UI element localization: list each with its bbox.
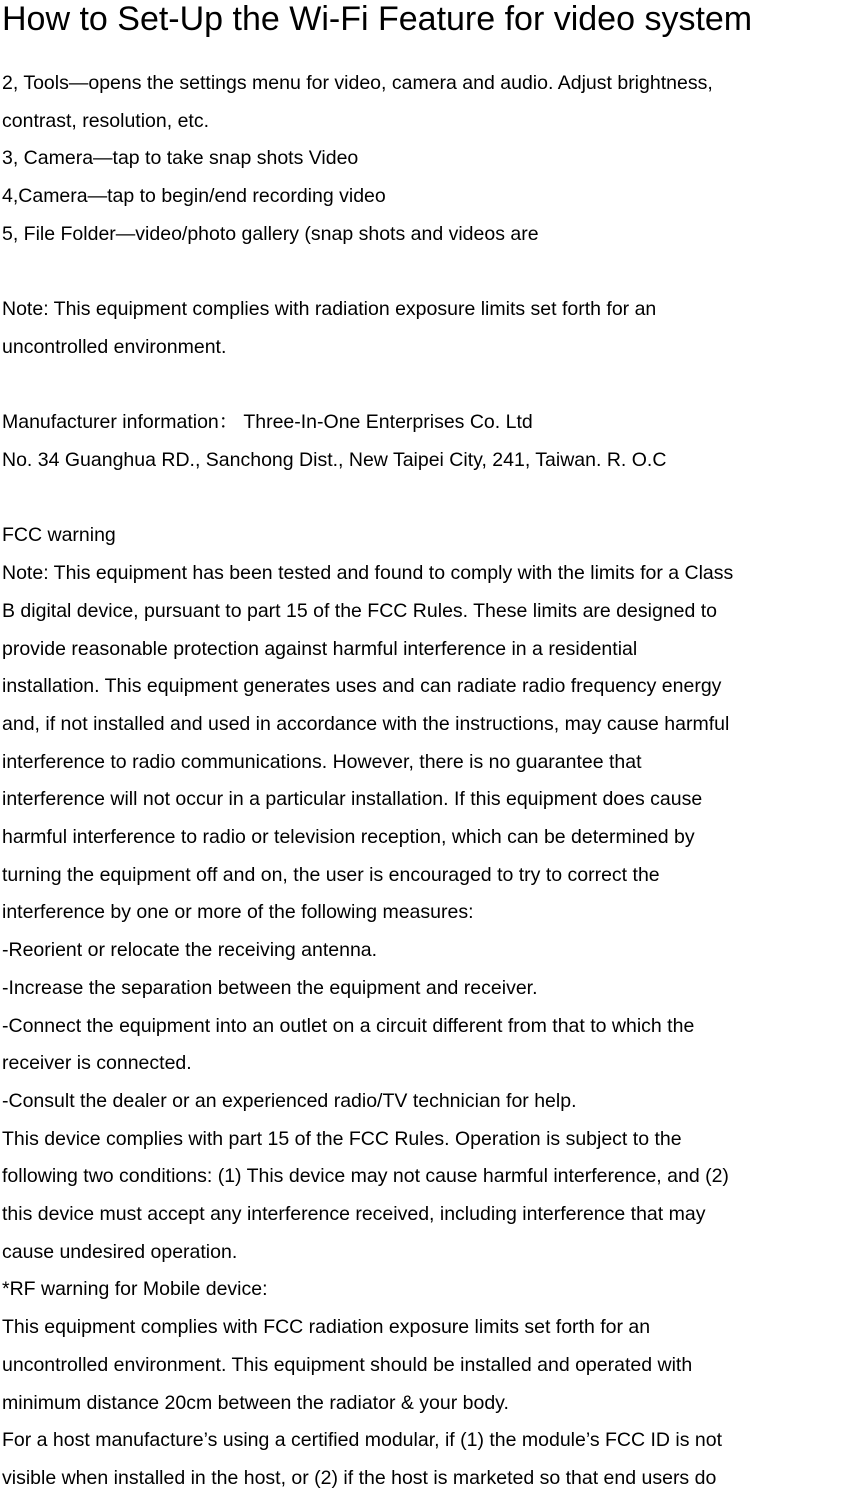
text-line: -Consult the dealer or an experienced radio/TV technician for help. xyxy=(2,1089,577,1112)
text-line: interference to radio communications. However, there is no guarantee that xyxy=(2,750,642,773)
blank-line xyxy=(2,367,860,405)
text-line: interference by one or more of the following measures: xyxy=(2,901,474,924)
document-body xyxy=(2,65,860,1498)
text-line: No. 34 Guanghua RD., Sanchong Dist., New Taipei City, 241, Taiwan. R. O.C xyxy=(2,449,667,471)
text-line: This device complies with part 15 of the FCC Rules. Operation is subject to the xyxy=(2,1127,682,1150)
text-line: provide reasonable protection against harmful interference in a residential xyxy=(2,637,638,660)
text-line: -Connect the equipment into an outlet on a circuit different from that to which the xyxy=(2,1014,695,1037)
text-line: uncontrolled environment. xyxy=(2,335,227,358)
text-line: For a host manufacture’s using a certified modular, if (1) the module’s FCC ID is not xyxy=(2,1429,723,1452)
document-title: How to Set-Up the Wi-Fi Feature for video system xyxy=(2,0,753,38)
text-line: This equipment complies with FCC radiation exposure limits set forth for an xyxy=(2,1316,651,1339)
text-line: minimum distance 20cm between the radiator & your body. xyxy=(2,1391,509,1414)
text-line: *RF warning for Mobile device: xyxy=(2,1278,268,1301)
blank-line xyxy=(2,254,860,292)
text-line: interference will not occur in a particular installation. If this equipment does cause xyxy=(2,788,703,811)
blank-line xyxy=(2,480,860,518)
text-line: turning the equipment off and on, the user is encouraged to try to correct the xyxy=(2,863,660,886)
text-line: Note: This equipment has been tested and found to comply with the limits for a Class xyxy=(2,562,734,585)
text-line: -Increase the separation between the equipment and receiver. xyxy=(2,976,538,999)
text-line: this device must accept any interference received, including interference that may xyxy=(2,1203,706,1226)
text-line: Note: This equipment complies with radiation exposure limits set forth for an xyxy=(2,298,657,321)
text-line: contrast, resolution, etc. xyxy=(2,109,210,132)
text-line: 4,Camera—tap to begin/end recording video xyxy=(2,185,386,208)
text-line: visible when installed in the host, or (2) if the host is marketed so that end users do xyxy=(2,1466,717,1489)
text-line: following two conditions: (1) This device may not cause harmful interference, and (2) xyxy=(2,1165,729,1188)
text-line: Manufacturer information： Three-In-One Enterprises Co. Ltd xyxy=(2,411,533,434)
text-line: 2, Tools—opens the settings menu for video, camera and audio. Adjust brightness, xyxy=(2,72,713,94)
text-line: -Reorient or relocate the receiving antenna. xyxy=(2,939,378,962)
text-line: and, if not installed and used in accordance with the instructions, may cause harmful xyxy=(2,712,730,735)
text-line: installation. This equipment generates uses and can radiate radio frequency energy xyxy=(2,675,722,698)
text-line: B digital device, pursuant to part 15 of the FCC Rules. These limits are designed to xyxy=(2,599,718,622)
text-line: receiver is connected. xyxy=(2,1052,192,1075)
text-line: cause undesired operation. xyxy=(2,1240,238,1263)
text-line: 5, File Folder—video/photo gallery (snap shots and videos are xyxy=(2,222,539,245)
text-line: FCC warning xyxy=(2,524,116,547)
text-line: 3, Camera—tap to take snap shots Video xyxy=(2,147,359,170)
text-line: uncontrolled environment. This equipment should be installed and operated with xyxy=(2,1353,693,1376)
text-line: harmful interference to radio or television reception, which can be determined by xyxy=(2,826,695,849)
